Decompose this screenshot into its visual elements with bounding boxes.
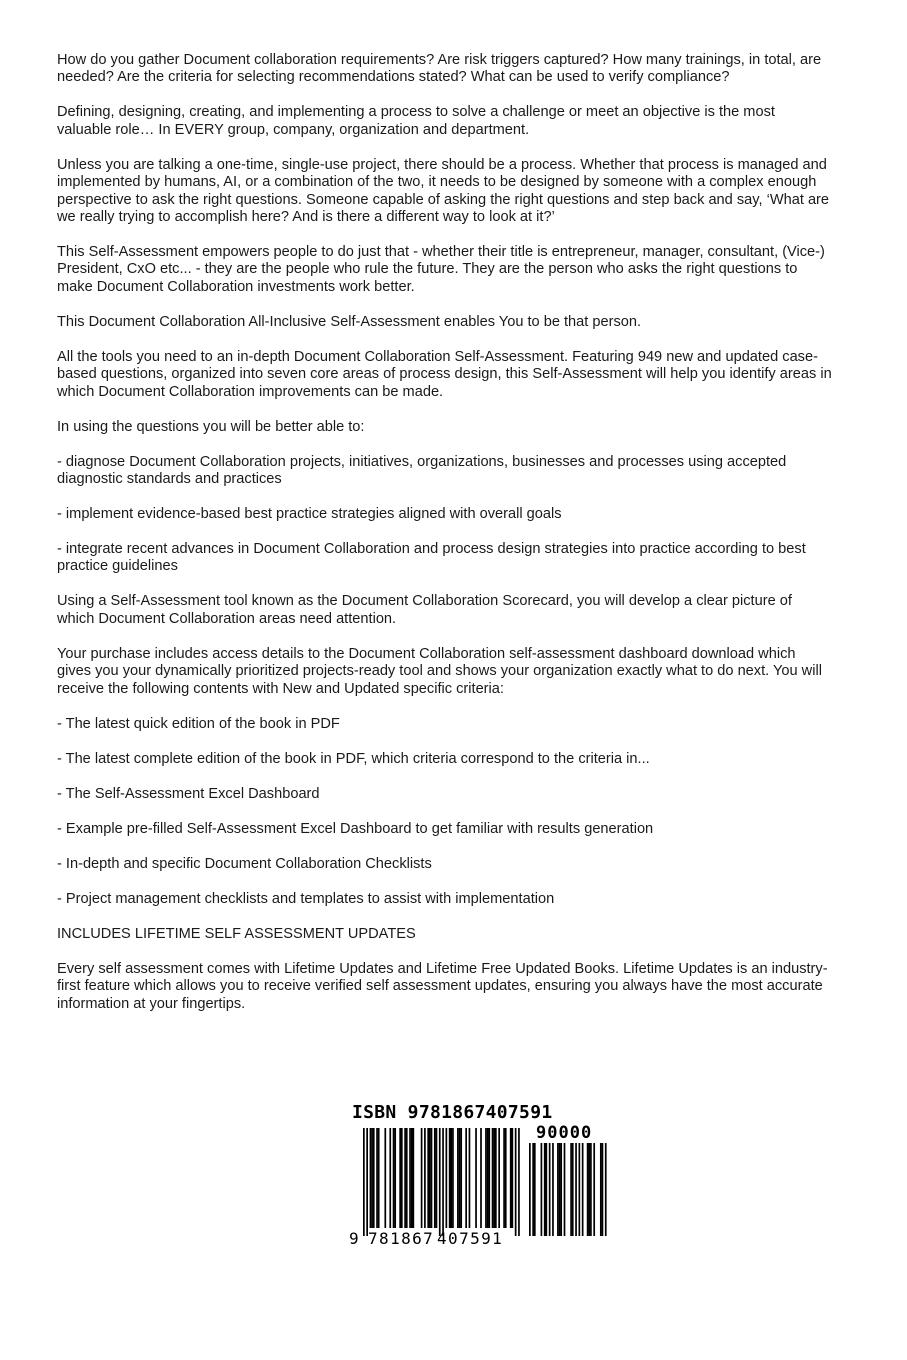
- barcode-bar: [493, 1128, 495, 1228]
- addon-bar: [546, 1143, 548, 1236]
- barcode-bar: [409, 1128, 411, 1228]
- paragraph-tools: All the tools you need to an in-depth Document Collaboration Self-Assessment. Featuring 949 new and updated case-based questions, organized into seven core areas of process design, this Self-Assessment will help you identify areas in which Document Collaboration improvements can be made.: [57, 348, 832, 400]
- bullet-excel-dashboard: - The Self-Assessment Excel Dashboard: [57, 785, 320, 802]
- barcode-bar: [363, 1128, 365, 1236]
- barcode-bar: [429, 1128, 431, 1228]
- barcode-bar: [449, 1128, 451, 1228]
- addon-bar: [544, 1143, 546, 1236]
- barcode-bar: [378, 1128, 380, 1228]
- barcode-bar: [366, 1128, 368, 1236]
- paragraph-valuable-role: Defining, designing, creating, and implementing a process to solve a challenge or meet an objective is the most valuable role… In EVERY group, company, organization and department.: [57, 104, 775, 138]
- addon-bar: [552, 1143, 554, 1236]
- paragraph-intro-questions: How do you gather Document collaboration requirements? Are risk triggers captured? How many trainings, in total, are needed? Are the criteria for selecting recommendations stated? What can be used to verify compliance?: [57, 52, 822, 86]
- bullet-integrate: - integrate recent advances in Document Collaboration and process design strategies into practice according to best practice guidelines: [57, 541, 806, 575]
- addon-bar: [575, 1143, 577, 1236]
- barcode-bar: [413, 1128, 415, 1228]
- description-text: [57, 52, 832, 1031]
- barcode-bar: [460, 1128, 462, 1228]
- barcode-bar: [394, 1128, 396, 1228]
- barcode-bar: [515, 1128, 517, 1236]
- addon-bar: [605, 1143, 607, 1236]
- addon-bar: [590, 1143, 592, 1236]
- barcode-bar: [498, 1128, 500, 1228]
- barcode-bar: [404, 1128, 406, 1228]
- addon-bar: [541, 1143, 543, 1236]
- barcode-bar: [376, 1128, 378, 1228]
- paragraph-empowers: This Self-Assessment empowers people to do just that - whether their title is entrepreneur, manager, consultant, (Vice-) President, CxO etc... - they are the people who rule the future. They are the person who asks the right questions to make Document Collaboration investments work better.: [57, 244, 825, 295]
- price-code: 90000: [536, 1123, 593, 1143]
- isbn-label: ISBN 9781867407591: [352, 1102, 553, 1123]
- barcode-bar: [401, 1128, 403, 1228]
- barcode-bar: [411, 1128, 413, 1228]
- barcode-bar: [518, 1128, 520, 1236]
- paragraph-enables: This Document Collaboration All-Inclusive Self-Assessment enables You to be that person.: [57, 313, 642, 330]
- barcode-bar: [457, 1128, 459, 1228]
- paragraph-lifetime-heading: INCLUDES LIFETIME SELF ASSESSMENT UPDATES: [57, 925, 416, 942]
- isbn-barcode: [346, 1102, 610, 1252]
- bullet-diagnose: - diagnose Document Collaboration projects, initiatives, organizations, businesses and processes using accepted diagnostic standards and practices: [57, 453, 787, 488]
- bullet-checklists: - In-depth and specific Document Collaboration Checklists: [57, 855, 432, 872]
- barcode-bar: [505, 1128, 507, 1228]
- barcode-bar: [439, 1128, 441, 1236]
- barcode-bar: [370, 1128, 372, 1228]
- barcode-bar: [436, 1128, 438, 1228]
- addon-bar: [593, 1143, 595, 1236]
- barcode-bar: [427, 1128, 429, 1228]
- addon-bar: [559, 1143, 561, 1236]
- barcode-bar: [510, 1128, 512, 1228]
- addon-bar: [549, 1143, 551, 1236]
- barcode-bar: [406, 1128, 408, 1228]
- addon-bar: [602, 1143, 604, 1236]
- addon-bar: [564, 1143, 566, 1236]
- addon-bar: [588, 1143, 590, 1236]
- addon-bar: [532, 1143, 534, 1236]
- bullet-prefilled-dashboard: - Example pre-filled Self-Assessment Excel Dashboard to get familiar with results generation: [57, 820, 654, 837]
- barcode-bar: [475, 1128, 477, 1228]
- barcode-bar: [512, 1128, 514, 1228]
- barcode-bar: [389, 1128, 391, 1228]
- barcode-bar: [431, 1128, 433, 1228]
- bullet-complete-edition: - The latest complete edition of the book in PDF, which criteria correspond to the criteria in...: [57, 750, 650, 767]
- barcode-bar: [503, 1128, 505, 1228]
- paragraph-using-questions: In using the questions you will be better able to:: [57, 418, 365, 435]
- barcode-bar: [480, 1128, 482, 1228]
- addon-bar: [529, 1143, 531, 1236]
- barcode-bar: [487, 1128, 489, 1228]
- addon-bar: [587, 1143, 589, 1236]
- barcode-bar: [465, 1128, 467, 1228]
- addon-bar: [579, 1143, 581, 1236]
- barcode-bar: [373, 1128, 375, 1228]
- paragraph-process: Unless you are talking a one-time, single-use project, there should be a process. Whether that process is managed and implemented by humans, AI, or a combination of the two, it needs to be designed by someone with a complex enough perspective to ask the right questions. Someone capable of asking the right questions and step back and say, ‘What are we really trying to accomplish here? And is there a different way to look at it?’: [57, 156, 830, 226]
- barcode-bar: [424, 1128, 426, 1228]
- bullet-implement: - implement evidence-based best practice strategies aligned with overall goals: [57, 506, 562, 523]
- addon-bar: [600, 1143, 602, 1236]
- barcode-digits-right: 407591: [437, 1229, 504, 1248]
- barcode-bar: [434, 1128, 436, 1228]
- bullet-quick-edition: - The latest quick edition of the book in PDF: [57, 715, 340, 732]
- barcode-bar: [371, 1128, 373, 1228]
- barcode-bar: [452, 1128, 454, 1228]
- addon-bar: [572, 1143, 574, 1236]
- barcode-digits-left: 781867: [368, 1229, 435, 1248]
- barcode-bar: [459, 1128, 461, 1228]
- barcode-bar: [384, 1128, 386, 1228]
- bullet-project-management: - Project management checklists and templates to assist with implementation: [57, 890, 555, 907]
- barcode-bar: [495, 1128, 497, 1228]
- barcode-bar: [469, 1128, 471, 1228]
- paragraph-scorecard: Using a Self-Assessment tool known as the Document Collaboration Scorecard, you will develop a clear picture of which Document Collaboration areas need attention.: [57, 593, 792, 627]
- barcode-digit-lead: 9: [349, 1229, 359, 1248]
- barcode-bar: [488, 1128, 490, 1228]
- paragraph-purchase: Your purchase includes access details to the Document Collaboration self-assessment dashboard download which gives you your dynamically prioritized projects-ready tool and shows your organization exactly what to do next. You will receive the following contents with New and Updated specific criteria:: [57, 645, 822, 697]
- barcode-bar: [442, 1128, 444, 1236]
- addon-bar: [534, 1143, 536, 1236]
- barcode-bar: [492, 1128, 494, 1228]
- barcode-bar: [485, 1128, 487, 1228]
- addon-bar: [582, 1143, 584, 1236]
- barcode-bar: [446, 1128, 448, 1228]
- addon-bar: [557, 1143, 559, 1236]
- barcode-bar: [399, 1128, 401, 1228]
- addon-bar: [560, 1143, 562, 1236]
- barcode-bar: [421, 1128, 423, 1228]
- addon-bar: [570, 1143, 572, 1236]
- barcode-bar: [393, 1128, 395, 1228]
- paragraph-lifetime-updates: Every self assessment comes with Lifetime Updates and Lifetime Free Updated Books. Lifetime Updates is an industry-first feature which allows you to receive verified self assessment updates, ensuring you always have the most accurate information at your fingertips.: [57, 960, 828, 1012]
- barcode-bar: [450, 1128, 452, 1228]
